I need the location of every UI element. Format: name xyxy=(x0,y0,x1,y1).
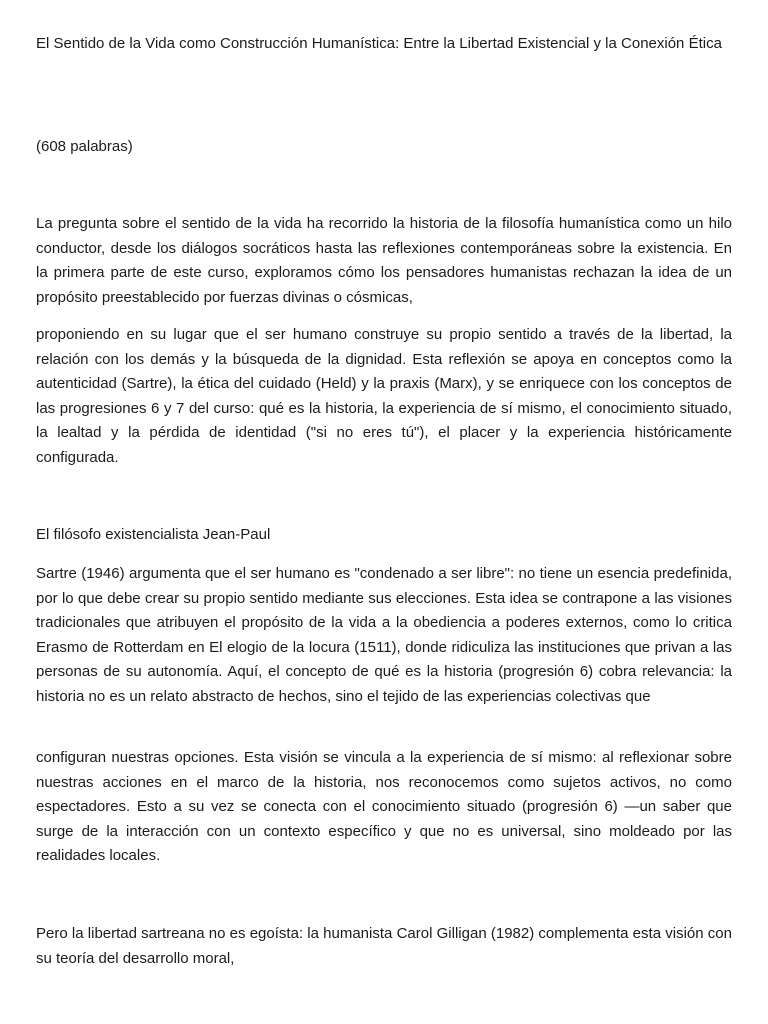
paragraph-5: configuran nuestras opciones. Esta visión se vincula a la experiencia de sí mismo: al reflexionar sobre nuestras acciones en el marco de la historia, nos reconocemos como sujetos activos, no como espectadores. Esto a su vez se conecta con el conocimiento situado (progresión 6) —un saber que surge de la interacción con un contexto específico y que no es universal, sino moldeado por las realidades locales. xyxy=(36,749,732,865)
paragraph-1: La pregunta sobre el sentido de la vida ha recorrido la historia de la filosofía humanística como un hilo conductor, desde los diálogos socráticos hasta las reflexiones contemporáneas sobre la existencia. En la primera parte de este curso, exploramos cómo los pensadores humanistas rechazan la idea de un propósito preestablecido por fuerzas divinas o cósmicas, xyxy=(36,215,732,306)
paragraph-4: Sartre (1946) argumenta que el ser humano es "condenado a ser libre": no tiene un esencia predefinida, por lo que debe crear su propio sentido mediante sus elecciones. Esta idea se contrapone a las visiones tradicionales que atribuyen el propósito de la vida a la obediencia a poderes externos, como lo critica Erasmo de Rotterdam en El elogio de la locura (1511), donde ridiculiza las instituciones que privan a las personas de su autonomía. Aquí, el concepto de qué es la historia (progresión 6) cobra relevancia: la historia no es un relato abstracto de hechos, sino el tejido de las experiencias colectivas que xyxy=(36,565,732,705)
paragraph-6: Pero la libertad sartreana no es egoísta: la humanista Carol Gilligan (1982) complementa esta visión con su teoría del desarrollo moral, xyxy=(36,925,732,967)
document-title: El Sentido de la Vida como Construcción Humanística: Entre la Libertad Existencial y la Conexión Ética xyxy=(36,35,722,52)
paragraph-2: proponiendo en su lugar que el ser humano construye su propio sentido a través de la libertad, la relación con los demás y la búsqueda de la dignidad. Esta reflexión se apoya en conceptos como la autenticidad (Sartre), la ética del cuidado (Held) y la praxis (Marx), y se enriquece con los conceptos de las progresiones 6 y 7 del curso: qué es la historia, la experiencia de sí mismo, el conocimiento situado, la lealtad y la pérdida de identidad ("si no eres tú"), el placer y la experiencia históricamente configurada. xyxy=(36,326,732,466)
word-count: (608 palabras) xyxy=(36,138,133,155)
paragraph-3: El filósofo existencialista Jean-Paul xyxy=(36,526,271,543)
